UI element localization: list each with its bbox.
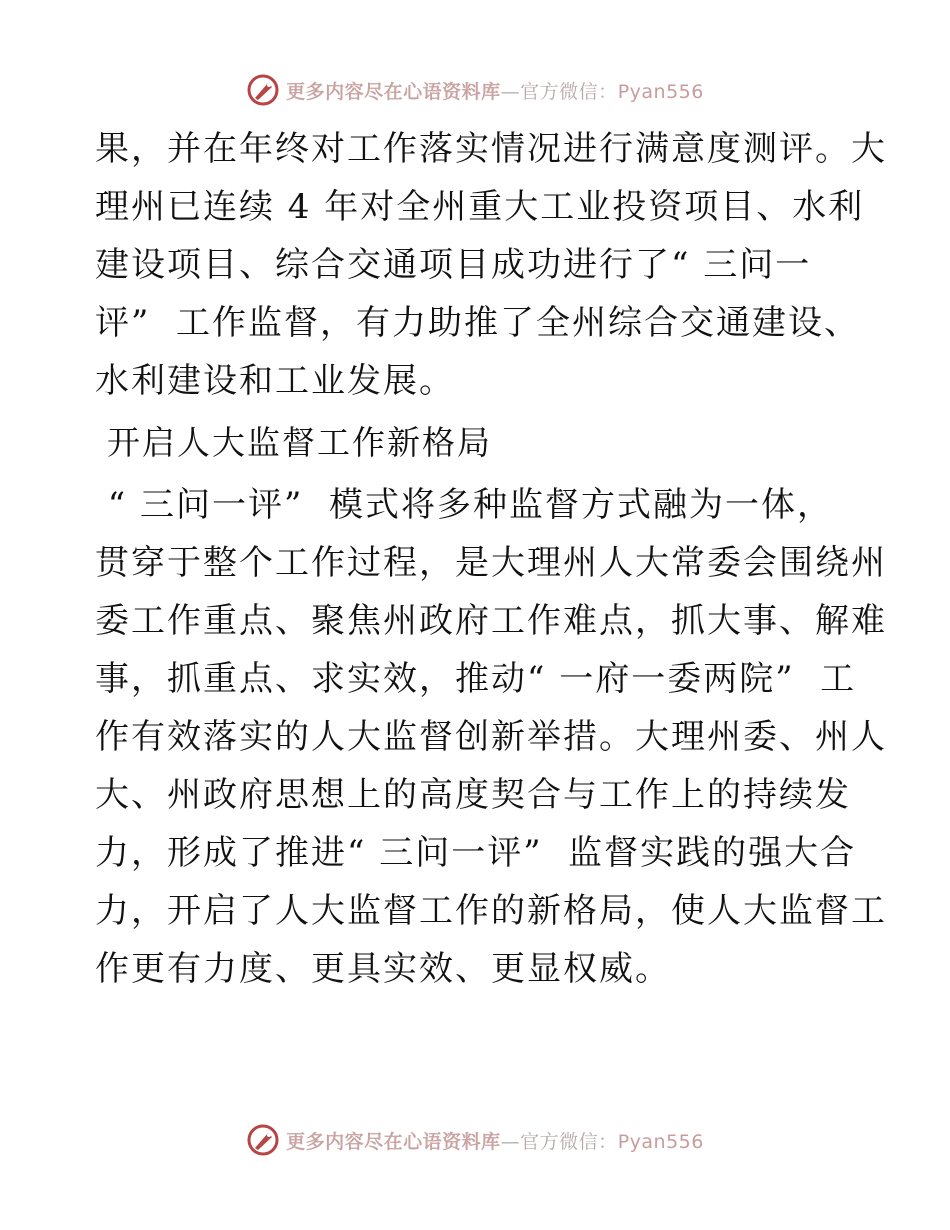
section-heading: 开启人大监督工作新格局	[107, 423, 492, 462]
banner-separator: —	[500, 80, 521, 103]
text-line: 水利建设和工业发展。	[95, 361, 455, 401]
text-line: 委工作重点、聚焦州政府工作难点，抓大事、解难	[95, 601, 887, 641]
footer-banner	[0, 1120, 950, 1160]
text-line: 力，开启了人大监督工作的新格局，使人大监督工	[95, 891, 887, 931]
text-line: 力，形成了推进“ 三问一评” 监督实践的强大合	[95, 833, 857, 873]
pen-nib-logo-icon	[246, 73, 280, 107]
text-line: 建设项目、综合交通项目成功进行了“ 三问一	[95, 245, 812, 285]
text-line: 理州已连续 4 年对全州重大工业投资项目、水利	[95, 187, 865, 227]
text-line: 事，抓重点、求实效，推动“ 一府一委两院” 工	[95, 659, 857, 699]
paragraph-2	[95, 476, 887, 998]
text-line: 贯穿于整个工作过程，是大理州人大常委会围绕州	[95, 543, 887, 583]
text-line: 果，并在年终对工作落实情况进行满意度测评。大	[95, 129, 887, 169]
header-banner	[0, 70, 950, 110]
banner-text	[286, 1127, 704, 1154]
text-line: 评” 工作监督，有力助推了全州综合交通建设、	[95, 303, 860, 343]
text-line: “ 三问一评” 模式将多种监督方式融为一体，	[95, 485, 833, 525]
text-line: 作更有力度、更具实效、更显权威。	[95, 949, 671, 989]
banner-text	[286, 77, 704, 104]
banner-wechat-id: Pyan556	[617, 80, 704, 103]
banner-wechat-id: Pyan556	[617, 1130, 704, 1153]
pen-nib-logo-icon	[246, 1123, 280, 1157]
text-line: 作有效落实的人大监督创新举措。大理州委、州人	[95, 717, 887, 757]
paragraph-1	[95, 120, 887, 410]
banner-main-text: 更多内容尽在心语资料库	[286, 1130, 501, 1153]
document-body	[95, 120, 887, 998]
banner-official-label: 官方微信：	[520, 80, 618, 103]
banner-official-label: 官方微信：	[520, 1130, 618, 1153]
banner-separator: —	[500, 1130, 521, 1153]
banner-main-text: 更多内容尽在心语资料库	[286, 80, 501, 103]
text-line: 大、州政府思想上的高度契合与工作上的持续发	[95, 775, 851, 815]
